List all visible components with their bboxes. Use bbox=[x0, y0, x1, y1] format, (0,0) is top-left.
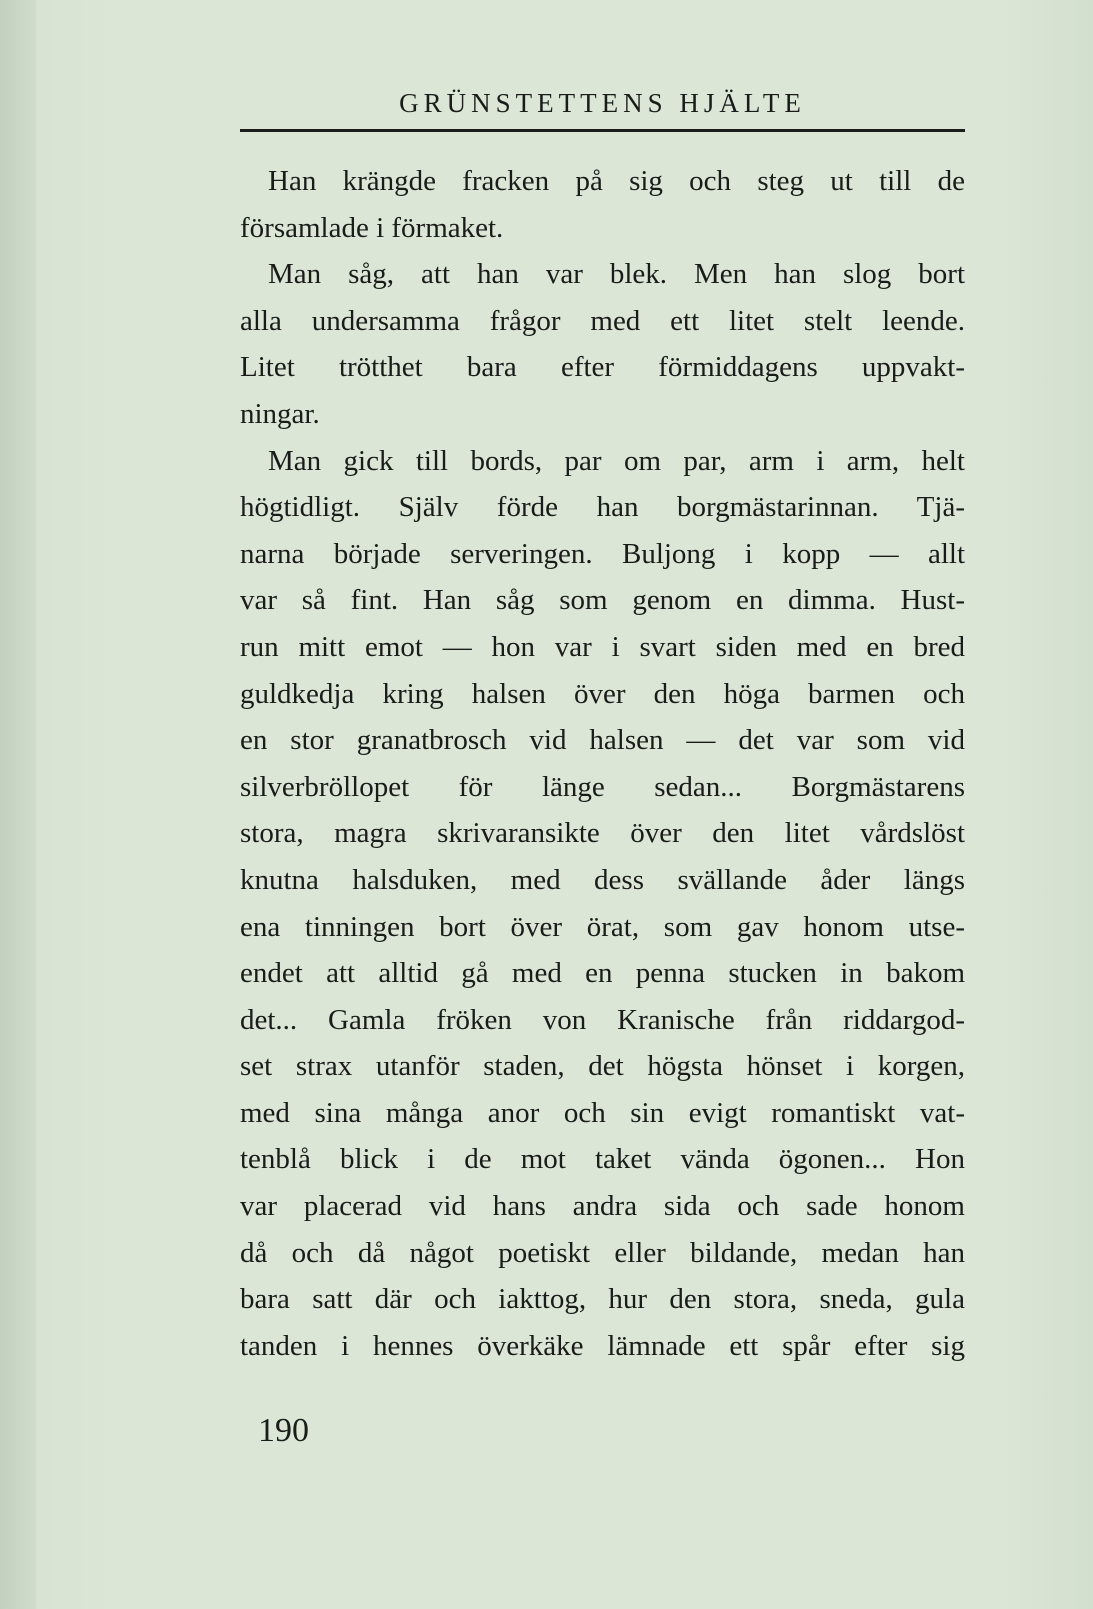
text-line: set strax utanför staden, det högsta hönset i korgen, bbox=[240, 1050, 965, 1083]
text-line: knutna halsduken, med dess svällande åder längs bbox=[240, 863, 965, 896]
text-line: run mitt emot — hon var i svart siden med en bred bbox=[240, 630, 965, 663]
header-rule bbox=[240, 129, 965, 132]
text-line: silverbröllopet för länge sedan... Borgmästarens bbox=[240, 770, 965, 803]
text-line: då och då något poetiskt eller bildande, medan han bbox=[240, 1236, 965, 1269]
running-header: GRÜNSTETTENS HJÄLTE bbox=[399, 88, 806, 118]
page-gutter bbox=[0, 0, 36, 1609]
text-line: var så fint. Han såg som genom en dimma. Hust- bbox=[240, 584, 965, 617]
text-line: alla undersamma frågor med ett litet stelt leende. bbox=[240, 304, 965, 337]
text-line: Litet trötthet bara efter förmiddagens uppvakt- bbox=[240, 351, 965, 384]
text-line: tanden i hennes överkäke lämnade ett spår efter sig bbox=[240, 1329, 965, 1362]
text-line: var placerad vid hans andra sida och sade honom bbox=[240, 1190, 965, 1223]
text-line: ningar. bbox=[240, 397, 320, 430]
text-line: ena tinningen bort över örat, som gav honom utse- bbox=[240, 910, 965, 943]
text-line: Han krängde fracken på sig och steg ut till de bbox=[268, 165, 965, 197]
text-line: stora, magra skrivaransikte över den litet vårdslöst bbox=[240, 817, 965, 850]
text-line: bara satt där och iakttog, hur den stora, sneda, gula bbox=[240, 1283, 965, 1316]
page-number: 190 bbox=[258, 1412, 309, 1449]
body-text bbox=[240, 158, 965, 1369]
text-line: en stor granatbrosch vid halsen — det var som vid bbox=[240, 724, 965, 757]
text-line: guldkedja kring halsen över den höga barmen och bbox=[240, 677, 965, 710]
text-line: narna började serveringen. Buljong i kopp — allt bbox=[240, 537, 965, 570]
text-line: det... Gamla fröken von Kranische från riddargod- bbox=[240, 1003, 965, 1036]
text-line: Man gick till bords, par om par, arm i arm, helt bbox=[268, 444, 965, 477]
text-line: endet att alltid gå med en penna stucken in bakom bbox=[240, 957, 965, 990]
text-line: högtidligt. Själv förde han borgmästarinnan. Tjä- bbox=[240, 491, 965, 524]
text-line: med sina många anor och sin evigt romantiskt vat- bbox=[240, 1096, 965, 1129]
text-line: Man såg, att han var blek. Men han slog bort bbox=[268, 258, 965, 291]
text-line: tenblå blick i de mot taket vända ögonen... Hon bbox=[240, 1143, 965, 1176]
text-line: församlade i förmaket. bbox=[240, 211, 504, 244]
